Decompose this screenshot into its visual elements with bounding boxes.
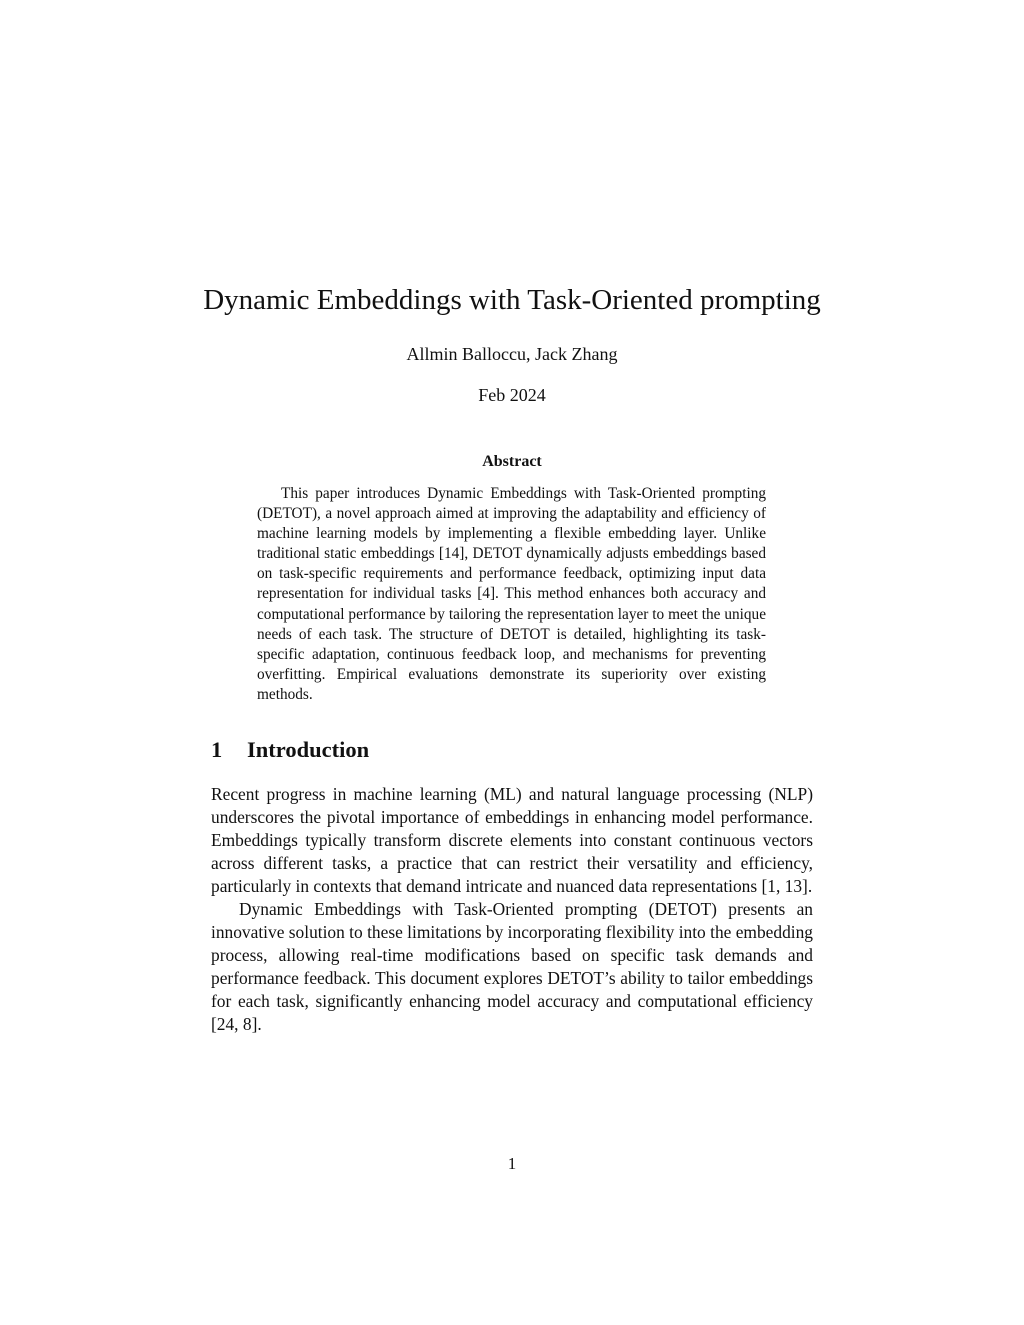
section-heading-introduction: [211, 736, 369, 764]
section-title: Introduction: [247, 737, 370, 762]
introduction-body: [211, 783, 813, 1036]
paper-authors: Allmin Balloccu, Jack Zhang: [406, 344, 618, 364]
section-number: 1: [211, 737, 223, 762]
paper-title: Dynamic Embeddings with Task-Oriented prompting: [203, 284, 821, 316]
page-number: 1: [507, 1154, 517, 1173]
paragraph: Dynamic Embeddings with Task-Oriented prompting (DETOT) presents an innovative solution to these limitations by incorporating flexibility into the embedding process, allowing real-time modifications based on specific task demands and performance feedback. This document explores DETOT’s ability to tailor embeddings for each task, significantly enhancing model accuracy and computational efficiency [24, 8].: [211, 899, 813, 1034]
paragraph: Recent progress in machine learning (ML) and natural language processing (NLP) underscores the pivotal importance of embeddings in enhancing model performance. Embeddings typically transform discrete elements into constant continuous vectors across different tasks, a practice that can restrict their versatility and efficiency, particularly in contexts that demand intricate and nuanced data representations [1, 13].: [211, 784, 813, 896]
paper-date: Feb 2024: [478, 385, 546, 405]
abstract-heading: Abstract: [482, 453, 542, 470]
abstract-text: This paper introduces Dynamic Embeddings with Task-Oriented prompting (DETOT), a novel approach aimed at improving the adaptability and efficiency of machine learning models by implementing a flexible embedding layer. Unlike traditional static embeddings [14], DETOT dynamically adjusts embeddings based on task-specific requirements and performance feedback, optimizing input data representation for individual tasks [4]. This method enhances both accuracy and computational performance by tailoring the representation layer to meet the unique needs of each task. The structure of DETOT is detailed, highlighting its task-specific adaptation, continuous feedback loop, and mechanisms for preventing overfitting. Empirical evaluations demonstrate its superiority over existing methods.: [257, 485, 766, 703]
